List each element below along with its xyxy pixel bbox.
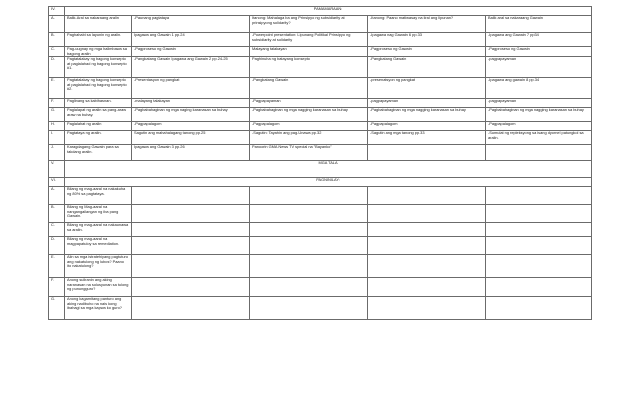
empty-cell [368, 255, 486, 278]
table-cell: -Pangkatang Gawain Ipagawa ang Gawain 2 pp.24-25 [132, 57, 250, 78]
row-number: F. [49, 99, 65, 108]
row-label: Anong suliranin ang aking naranasan na solusyunan sa tulong ng punungguro? [65, 278, 132, 297]
table-cell: Ipagawa ang Gawain 3 pp.26 [132, 145, 250, 161]
section-vi-header [49, 178, 592, 187]
table-cell: Sagutin ang mahahalagang tanong pp.25 [132, 131, 250, 145]
section-number: V. [49, 161, 65, 178]
empty-cell [250, 255, 368, 278]
row-label: Bilang ng mag-aaral na nakakuha ng 80% sa pagtataya. [65, 187, 132, 205]
row-label: Pag-uugnay ng mga halimbawa sa bagong aralin [65, 47, 132, 57]
row-label: Pagtataya ng aralin. [65, 131, 132, 145]
row-label: Paglinang sa kabihasnan. [65, 99, 132, 108]
table-cell: -Pagbabahaginan ng mga nagging karanasan sa buhay [368, 108, 486, 122]
row-label: Bilang ng mag-aaral na magpapatuloy sa remediation. [65, 237, 132, 255]
table-row [49, 223, 592, 237]
row-number: H. [49, 122, 65, 131]
table-cell: -malayang talakayan [132, 99, 250, 108]
table-cell: Balik aral sa nakaraang Gawain [486, 16, 592, 33]
table-cell: -Pagpapayaman [250, 99, 368, 108]
table-cell: -presenatsyon ng pangkat [368, 78, 486, 99]
table-cell: -Pagproseso ng Gawain [368, 47, 486, 57]
table-row [49, 57, 592, 78]
empty-cell [250, 297, 368, 320]
section-iv-header [49, 7, 592, 16]
table-cell: -Pagpapalagom [486, 122, 592, 131]
table-cell: -Sumulat ng repleksyong sa isang dyornel patungkol sa aralin. [486, 131, 592, 145]
row-label: Paghahabi sa layunin ng aralin. [65, 33, 132, 47]
empty-cell [368, 223, 486, 237]
empty-cell [486, 297, 592, 320]
table-cell: -pagpapayaman [368, 99, 486, 108]
empty-cell [368, 187, 486, 205]
table-row [49, 278, 592, 297]
table-cell: -Pagpapalagom [368, 122, 486, 131]
row-number: J. [49, 145, 65, 161]
row-number: F. [49, 278, 65, 297]
row-number: C. [49, 223, 65, 237]
table-cell: -pagpapayaman [486, 57, 592, 78]
empty-cell [250, 205, 368, 223]
row-label: Balik-Aral sa nakaraang aralin [65, 16, 132, 33]
table-cell: -Presentasyon ng pangkat [132, 78, 250, 99]
empty-cell [250, 278, 368, 297]
section-title: PAGNINILAY: [65, 178, 592, 187]
row-number: E. [49, 78, 65, 99]
table-cell: -Ipagawa ang gawain 8 pp.34 [486, 78, 592, 99]
table-cell: -Ipagawa nag Gawain 6 pp.33 [368, 33, 486, 47]
table-cell: -Pagbabahaginan ng mga nagging karanasan sa buhay [486, 108, 592, 122]
table-cell: -Pagpapalagom [132, 122, 250, 131]
table-row [49, 33, 592, 47]
lesson-plan-body [49, 7, 592, 320]
empty-cell [132, 223, 250, 237]
row-number: A. [49, 187, 65, 205]
table-row [49, 205, 592, 223]
table-cell: Malayang talakayan [250, 47, 368, 57]
row-label: Pagtatalakay ng bagong konsepto at paglalahad ng bagong konsepto #2. [65, 78, 132, 99]
empty-cell [132, 187, 250, 205]
empty-cell [368, 278, 486, 297]
table-cell: Paghinuha ng batayang konsepto [250, 57, 368, 78]
section-title: PAMAMARAAN: [65, 7, 592, 16]
table-cell: -Pagproseso ng Gawain [486, 47, 592, 57]
table-row [49, 16, 592, 33]
empty-cell [486, 205, 592, 223]
row-label: Bilang ng mag-aaral na nakaunawa sa aralin. [65, 223, 132, 237]
table-cell: Ipagawa ang Gawain 1 pp.24 [132, 33, 250, 47]
table-cell: -Itanong: Paano matiwasay na iiral ang lipunan? [368, 16, 486, 33]
table-cell: -Pagbabahaginan ng mga nagging karanasan sa buhay [250, 108, 368, 122]
table-row [49, 78, 592, 99]
row-number: D. [49, 57, 65, 78]
lesson-plan-table [48, 6, 592, 320]
row-number: E. [49, 255, 65, 278]
section-number: VI. [49, 178, 65, 187]
table-cell: -pagpapayaman [486, 99, 592, 108]
empty-cell [132, 237, 250, 255]
row-label: Pagtatalakay ng bagong konsepto at paglalahad ng bagong konsepto #1. [65, 57, 132, 78]
table-cell: Panoorin GMA News TV special na "Bayanko" [250, 145, 368, 161]
row-number: D. [49, 237, 65, 255]
empty-cell [486, 187, 592, 205]
empty-cell [368, 237, 486, 255]
table-cell: -Pangkatang Gawain [250, 78, 368, 99]
row-number: A. [49, 16, 65, 33]
table-cell: -Ipagawa ang Gawain 7 pp34 [486, 33, 592, 47]
row-number: C. [49, 47, 65, 57]
table-cell: -Sagutin: Tayahin ang pag-Unawa pp.32 [250, 131, 368, 145]
empty-cell [250, 237, 368, 255]
table-row [49, 297, 592, 320]
empty-cell [132, 297, 250, 320]
table-cell: -Paunang pagtataya [132, 16, 250, 33]
table-row [49, 99, 592, 108]
row-label: Alin sa mga istratehiyang pagtuturo ang nakatulong ng lubos? Paano ito nakatulong? [65, 255, 132, 278]
row-number: B. [49, 205, 65, 223]
empty-cell [250, 223, 368, 237]
table-cell: Itanong: Mahalaga ba ang Prinsipyo ng subsidiarity at prinsipyong solidarity? [250, 16, 368, 33]
table-cell: -Sagutin ang mga tanong pp.33 [368, 131, 486, 145]
row-number: I. [49, 131, 65, 145]
table-row [49, 122, 592, 131]
table-row [49, 255, 592, 278]
row-label: Anong kagamitang panturo ang aking nadibuho na nais kong ibahagi sa mga kapwa ko guro? [65, 297, 132, 320]
table-cell: -Powerpoint presentation: Lipunang Politikal Prinsipyo ng subsidiarity at solidarity [250, 33, 368, 47]
section-v-header [49, 161, 592, 178]
table-row [49, 145, 592, 161]
table-row [49, 108, 592, 122]
row-label: Paglalapat ng aralin sa pang-araw araw na buhay. [65, 108, 132, 122]
section-number: IV. [49, 7, 65, 16]
empty-cell [132, 255, 250, 278]
table-cell: -Pagbabahaginan ng mga naging karanasan sa buhay [132, 108, 250, 122]
empty-cell [250, 187, 368, 205]
row-number: G. [49, 297, 65, 320]
row-label: Paglalahat ng aralin [65, 122, 132, 131]
row-label: Bilang ng Mag-aaral na nangangailangan ng iba pang Gawain. [65, 205, 132, 223]
empty-cell [368, 205, 486, 223]
table-row [49, 47, 592, 57]
table-cell: -Pagpapalagom [250, 122, 368, 131]
empty-cell [368, 297, 486, 320]
table-row [49, 237, 592, 255]
empty-cell [132, 278, 250, 297]
section-title: MGA TALA [65, 161, 592, 178]
row-number: B. [49, 33, 65, 47]
table-cell: -Pagproseso ng Gawain [132, 47, 250, 57]
empty-cell [486, 237, 592, 255]
table-cell: -Pangkatang Gawain [368, 57, 486, 78]
table-cell [368, 145, 486, 161]
table-row [49, 131, 592, 145]
row-number: G. [49, 108, 65, 122]
empty-cell [486, 278, 592, 297]
row-label: Karagdagang Gawain para sa takdang aralin. [65, 145, 132, 161]
empty-cell [486, 255, 592, 278]
empty-cell [486, 223, 592, 237]
table-cell [486, 145, 592, 161]
empty-cell [132, 205, 250, 223]
table-row [49, 187, 592, 205]
